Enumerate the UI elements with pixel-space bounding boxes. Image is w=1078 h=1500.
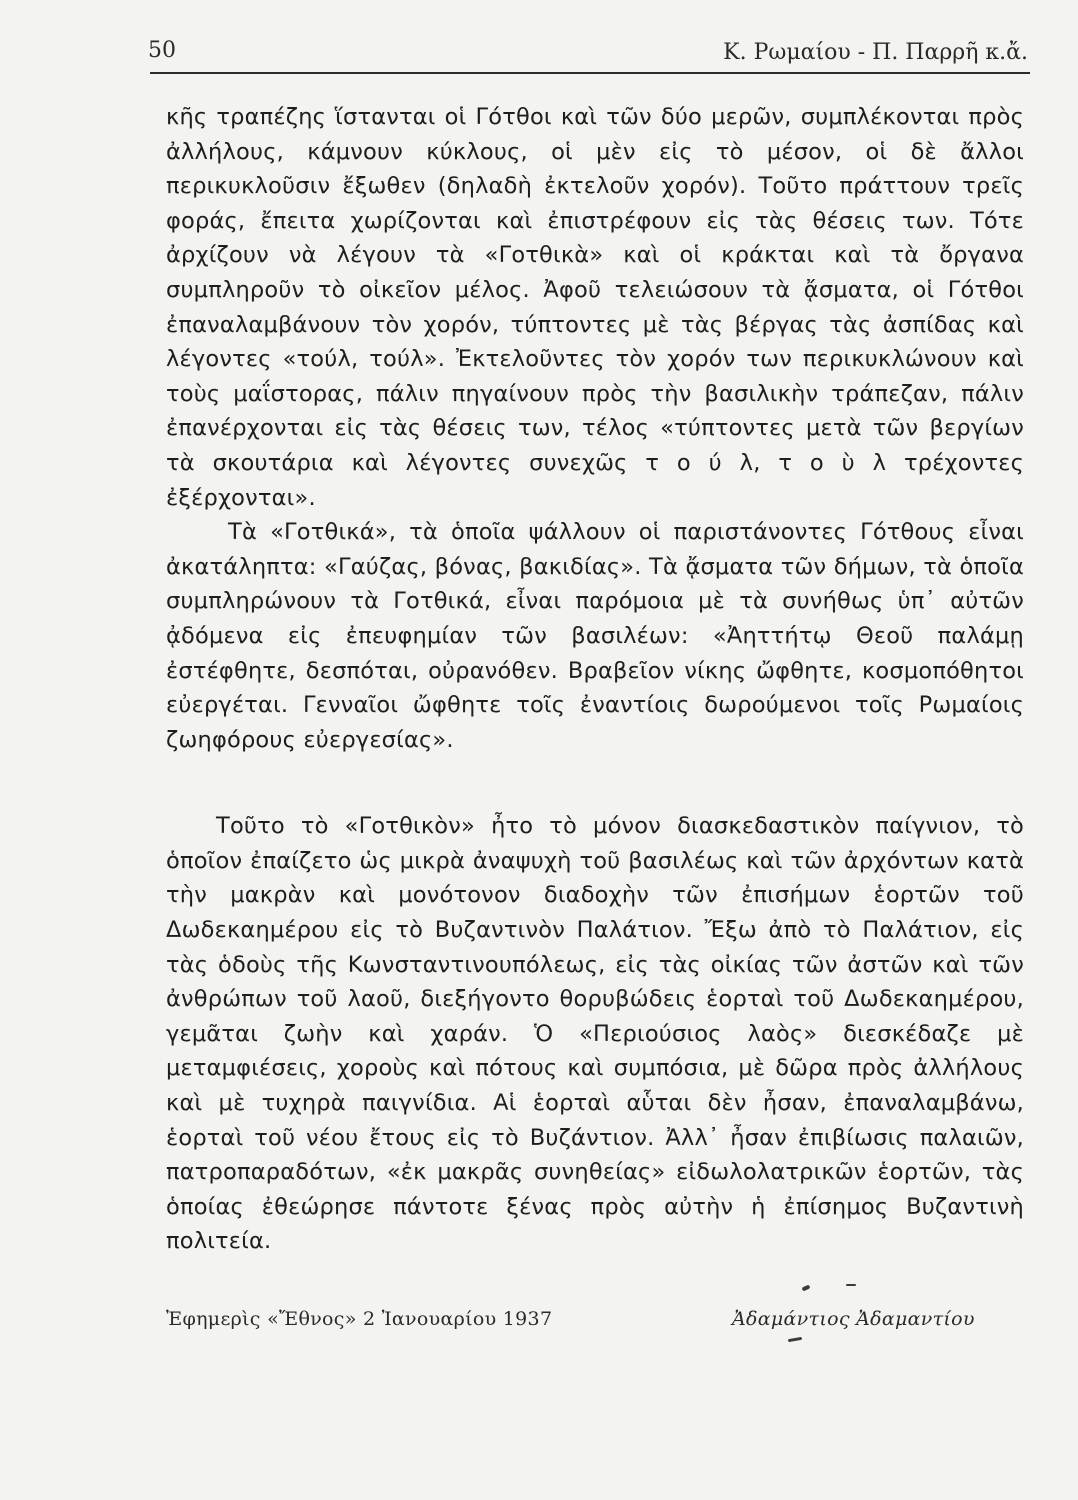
page-number: 50 <box>148 38 176 63</box>
ink-mark <box>802 1284 811 1291</box>
paragraph-2: Τὰ «Γοτθικά», τὰ ὁποῖα ψάλλουν οἱ παριστάνοντες Γότθους εἶναι ἀκατάληπτα: «Γαύζας, βόνας, βακιδίας». Τὰ ᾄσματα τῶν δήμων, τὰ ὁποῖα συμπληρώνουν τὰ Γοτθικά, εἶναι παρόμοια μὲ τὰ συνήθως ὑπ᾽ αὐτῶν ᾀδόμενα εἰς ἐπευφημίαν τῶν βασιλέων: «Ἀηττήτῳ Θεοῦ παλάμῃ ἐστέφθητε, δεσπόται, οὐρανόθεν. Βραβεῖον νίκης ὤφθητε, κοσμοπόθητοι εὐεργέται. Γενναῖοι ὤφθητε τοῖς ἐναντίοις δωρούμενοι τοῖς Ρωμαίοις ζωηφόρους εὐεργεσίας». <box>166 519 1024 753</box>
ink-mark <box>788 1337 802 1342</box>
running-head: Κ. Ρωμαίου - Π. Παρρῆ κ.ἄ. <box>723 40 1028 65</box>
page-footer <box>166 1294 1026 1334</box>
paragraph-3: Τοῦτο τὸ «Γοτθικὸν» ἦτο τὸ μόνον διασκεδαστικὸν παίγνιον, τὸ ὁποῖον ἐπαίζετο ὡς μικρὰ ἀναψυχὴ τοῦ βασιλέως καὶ τῶν ἀρχόντων κατὰ τὴν μακρὰν καὶ μονότονον διαδοχὴν τῶν ἐπισήμων ἑορτῶν τοῦ Δωδεκαημέρου εἰς τὸ Βυζαντινὸν Παλάτιον. Ἔξω ἀπὸ τὸ Παλάτιον, εἰς τὰς ὁδοὺς τῆς Κωνσταντινουπόλεως, εἰς τὰς οἰκίας τῶν ἀστῶν καὶ τῶν ἀνθρώπων τοῦ λαοῦ, διεξήγοντο θορυβώδεις ἑορταὶ τοῦ Δωδεκαημέρου, γεμᾶται ζωὴν καὶ χαράν. Ὁ «Περιούσιος λαὸς» διεσκέδαζε μὲ μεταμφιέσεις, χοροὺς καὶ πότους καὶ συμπόσια, μὲ δῶρα πρὸς ἀλλήλους καὶ μὲ τυχηρὰ παιγνίδια. Αἱ ἑορταὶ αὗται δὲν ἦσαν, ἐπαναλαμβάνω, ἑορταὶ τοῦ νέου ἔτους εἰς τὸ Βυζάντιον. Ἀλλ᾽ ἦσαν ἐπιβίωσις παλαιῶν, πατροπαραδότων, «ἐκ μακρᾶς συνηθείας» εἰδωλολατρικῶν ἑορτῶν, τὰς ὁποίας ἐθεώρησε πάντοτε ξένας πρὸς αὐτὴν ἡ ἐπίσημος Βυζαντινὴ πολιτεία. <box>166 813 1024 1255</box>
paragraph-1: κῆς τραπέζης ἵστανται οἱ Γότθοι καὶ τῶν δύο μερῶν, συμπλέκονται πρὸς ἀλλήλους, κάμνουν κύκλους, οἱ μὲν εἰς τὸ μέσον, οἱ δὲ ἄλλοι περικυκλοῦσιν ἔξωθεν (δηλαδὴ ἐκτελοῦν χορόν). Τοῦτο πράττουν τρεῖς φοράς, ἔπειτα χωρίζονται καὶ ἐπιστρέφουν εἰς τὰς θέσεις των. Τότε ἀρχίζουν νὰ λέγουν τὰ «Γοτθικὰ» καὶ οἱ κράκται καὶ τὰ ὄργανα συμπληροῦν τὸ οἰκεῖον μέλος. Ἀφοῦ τελειώσουν τὰ ᾄσματα, οἱ Γότθοι ἐπαναλαμβάνουν τὸν χορόν, τύπτοντες μὲ τὰς βέργας τὰς ἀσπίδας καὶ λέγοντες «τούλ, τούλ». Ἐκτελοῦντες τὸν χορόν των περικυκλώνουν καὶ τοὺς μαΐστορας, πάλιν πηγαίνουν πρὸς τὴν βασιλικὴν τράπεζαν, πάλιν ἐπανέρχονται εἰς τὰς θέσεις των, τέλος «τύπτοντες μετὰ τῶν βεργίων τὰ σκουτάρια καὶ λέγοντες συνεχῶς τ ο ύ λ, τ ο ὺ λ τρέχοντες ἐξέρχονται». <box>166 104 1024 511</box>
source-citation: Ἐφημερὶς «Ἔθνος» 2 Ἰανουαρίου 1937 <box>166 1308 553 1330</box>
author-signature: Ἀδαμάντιος Ἀδαμαντίου <box>732 1308 975 1330</box>
header-rule <box>150 72 1030 74</box>
ink-mark <box>846 1284 856 1286</box>
page-header <box>148 38 1028 72</box>
body-text <box>166 100 1024 1259</box>
